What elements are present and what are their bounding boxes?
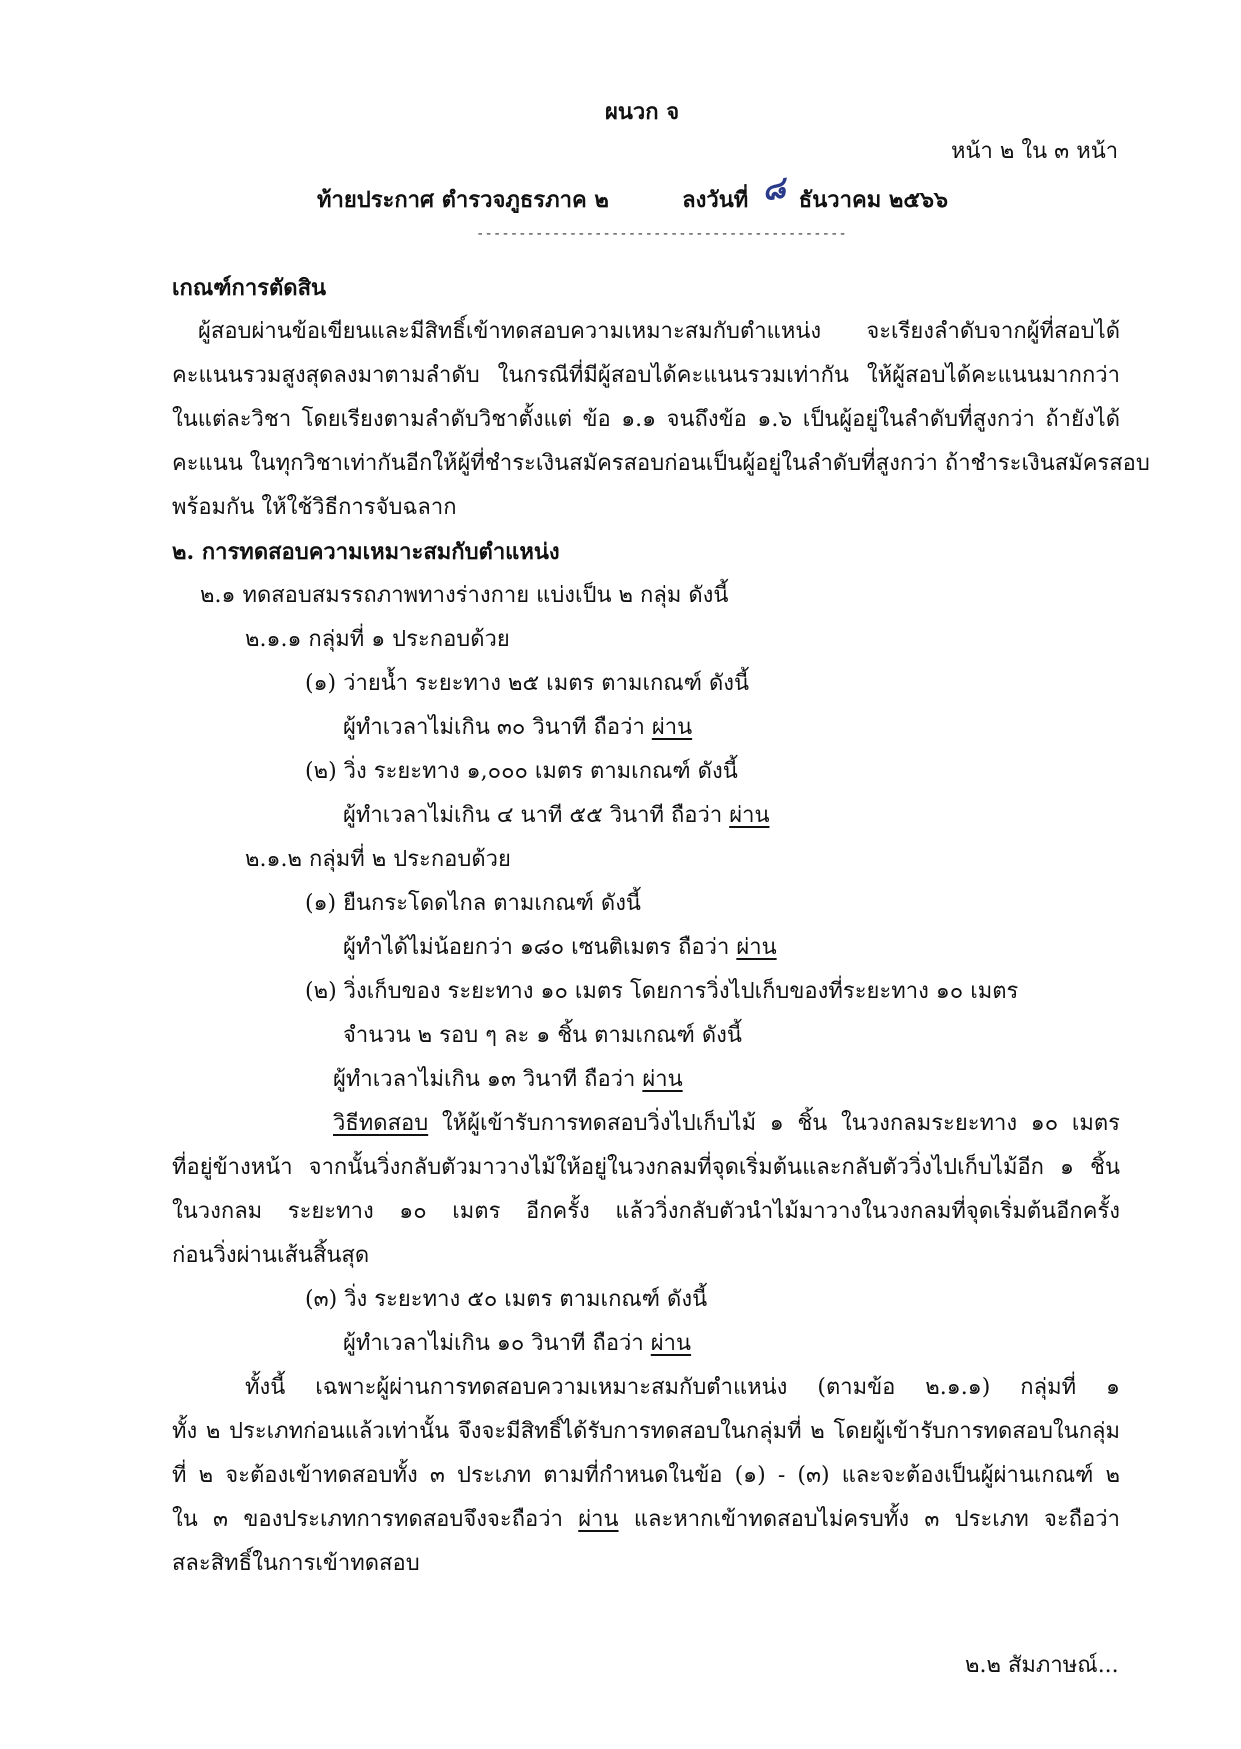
group2-title: ๒.๑.๒ กลุ่มที่ ๒ ประกอบด้วย	[245, 847, 511, 872]
group2-item3: (๓) วิ่ง ระยะทาง ๕๐ เมตร ตามเกณฑ์ ดังนี้	[305, 1287, 708, 1312]
criteria-line-4: คะแนน ในทุกวิชาเท่ากันอีกให้ผู้ที่ชำระเงินสมัครสอบก่อนเป็นผู้อยู่ในลำดับที่สูงกว่า ถ้าชำระเงินสมัครสอบ	[172, 451, 1150, 476]
next-section-continuation: ๒.๒ สัมภาษณ์...	[965, 1653, 1119, 1678]
method-line-2: ที่อยู่ข้างหน้า จากนั้นวิ่งกลับตัวมาวางไม้ให้อยู่ในวงกลมที่จุดเริ่มต้นและกลับตัววิ่งไปเก็บไม้อีก ๑ ชิ้น	[172, 1155, 1120, 1180]
group2-item1: (๑) ยืนกระโดดไกล ตามเกณฑ์ ดังนี้	[305, 891, 641, 916]
date-month-year: ธันวาคม ๒๕๖๖	[798, 187, 948, 213]
note-line-4: ใน ๓ ของประเภทการทดสอบจึงจะถือว่า ผ่าน และหากเข้าทดสอบไม่ครบทั้ง ๓ ประเภท จะถือว่า	[172, 1507, 1121, 1532]
criteria-line-3: ในแต่ละวิชา โดยเรียงตามลำดับวิชาตั้งแต่ ข้อ ๑.๑ จนถึงข้อ ๑.๖ เป็นผู้อยู่ในลำดับที่สูงกว่า ถ้ายังได้	[172, 407, 1120, 432]
date-label: ลงวันที่	[682, 187, 749, 213]
pass-word: ผ่าน	[650, 1331, 692, 1356]
pass-word: ผ่าน	[729, 803, 770, 828]
method-line-1: วิธีทดสอบ ให้ผู้เข้ารับการทดสอบวิ่งไปเก็บไม้ ๑ ชิ้น ในวงกลมระยะทาง ๑๐ เมตร	[333, 1111, 1120, 1136]
group1-item1-criteria: ผู้ทำเวลาไม่เกิน ๓๐ วินาที ถือว่า ผ่าน	[343, 715, 693, 740]
criteria-line-1: ผู้สอบผ่านข้อเขียนและมีสิทธิ์เข้าทดสอบความเหมาะสมกับตำแหน่ง จะเรียงลำดับจากผู้ที่สอบได้	[198, 319, 1120, 344]
page-info: หน้า ๒ ใน ๓ หน้า	[951, 139, 1119, 164]
group1-item1: (๑) ว่ายน้ำ ระยะทาง ๒๕ เมตร ตามเกณฑ์ ดังนี้	[305, 671, 750, 696]
group2-item3-criteria: ผู้ทำเวลาไม่เกิน ๑๐ วินาที ถือว่า ผ่าน	[343, 1331, 692, 1356]
pass-word: ผ่าน	[651, 715, 693, 740]
header-separator: --------------------------------------------	[476, 226, 847, 242]
method-line-3: ในวงกลม ระยะทาง ๑๐ เมตร อีกครั้ง แล้ววิ่งกลับตัวนำไม้มาวางในวงกลมที่จุดเริ่มต้นอีกครั้ง	[172, 1199, 1120, 1224]
announcement-issuer: ท้ายประกาศ ตำรวจภูธรภาค ๒	[317, 187, 609, 213]
annex-title: ผนวก จ	[605, 99, 680, 125]
method-label: วิธีทดสอบ	[333, 1111, 429, 1136]
criteria-heading: เกณฑ์การตัดสิน	[172, 275, 327, 301]
pass-word: ผ่าน	[736, 935, 777, 960]
handwritten-day: ๘	[759, 170, 788, 209]
pass-word: ผ่าน	[578, 1507, 619, 1532]
pass-word: ผ่าน	[642, 1067, 683, 1092]
group1-title: ๒.๑.๑ กลุ่มที่ ๑ ประกอบด้วย	[245, 627, 510, 652]
section-2-1: ๒.๑ ทดสอบสมรรถภาพทางร่างกาย แบ่งเป็น ๒ กลุ่ม ดังนี้	[200, 583, 729, 608]
note-line-1: ทั้งนี้ เฉพาะผู้ผ่านการทดสอบความเหมาะสมกับตำแหน่ง (ตามข้อ ๒.๑.๑) กลุ่มที่ ๑	[245, 1375, 1120, 1400]
group2-item1-criteria: ผู้ทำได้ไม่น้อยกว่า ๑๘๐ เซนติเมตร ถือว่า ผ่าน	[343, 935, 777, 960]
group2-item2-criteria: ผู้ทำเวลาไม่เกิน ๑๓ วินาที ถือว่า ผ่าน	[333, 1067, 683, 1092]
criteria-line-2: คะแนนรวมสูงสุดลงมาตามลำดับ ในกรณีที่มีผู้สอบได้คะแนนรวมเท่ากัน ให้ผู้สอบได้คะแนนมากกว่า	[172, 363, 1120, 388]
note-line-5: สละสิทธิ์ในการเข้าทดสอบ	[172, 1551, 420, 1576]
group1-item2-criteria: ผู้ทำเวลาไม่เกิน ๔ นาที ๕๕ วินาที ถือว่า ผ่าน	[343, 803, 770, 828]
note-line-2: ทั้ง ๒ ประเภทก่อนแล้วเท่านั้น จึงจะมีสิทธิ์ได้รับการทดสอบในกลุ่มที่ ๒ โดยผู้เข้ารับการทดสอบในกลุ่ม	[172, 1419, 1120, 1444]
group2-item2-detail: จำนวน ๒ รอบ ๆ ละ ๑ ชิ้น ตามเกณฑ์ ดังนี้	[343, 1023, 742, 1048]
method-line-4: ก่อนวิ่งผ่านเส้นสิ้นสุด	[172, 1243, 370, 1268]
group1-item2: (๒) วิ่ง ระยะทาง ๑,๐๐๐ เมตร ตามเกณฑ์ ดังนี้	[305, 759, 738, 784]
announcement-line	[317, 170, 948, 217]
group2-item2: (๒) วิ่งเก็บของ ระยะทาง ๑๐ เมตร โดยการวิ่งไปเก็บของที่ระยะทาง ๑๐ เมตร	[305, 979, 1019, 1004]
note-line-3: ที่ ๒ จะต้องเข้าทดสอบทั้ง ๓ ประเภท ตามที่กำหนดในข้อ (๑) - (๓) และจะต้องเป็นผู้ผ่านเกณฑ์ ๒	[172, 1463, 1120, 1488]
section2-heading: ๒. การทดสอบความเหมาะสมกับตำแหน่ง	[172, 539, 560, 565]
criteria-line-5: พร้อมกัน ให้ใช้วิธีการจับฉลาก	[172, 495, 457, 520]
